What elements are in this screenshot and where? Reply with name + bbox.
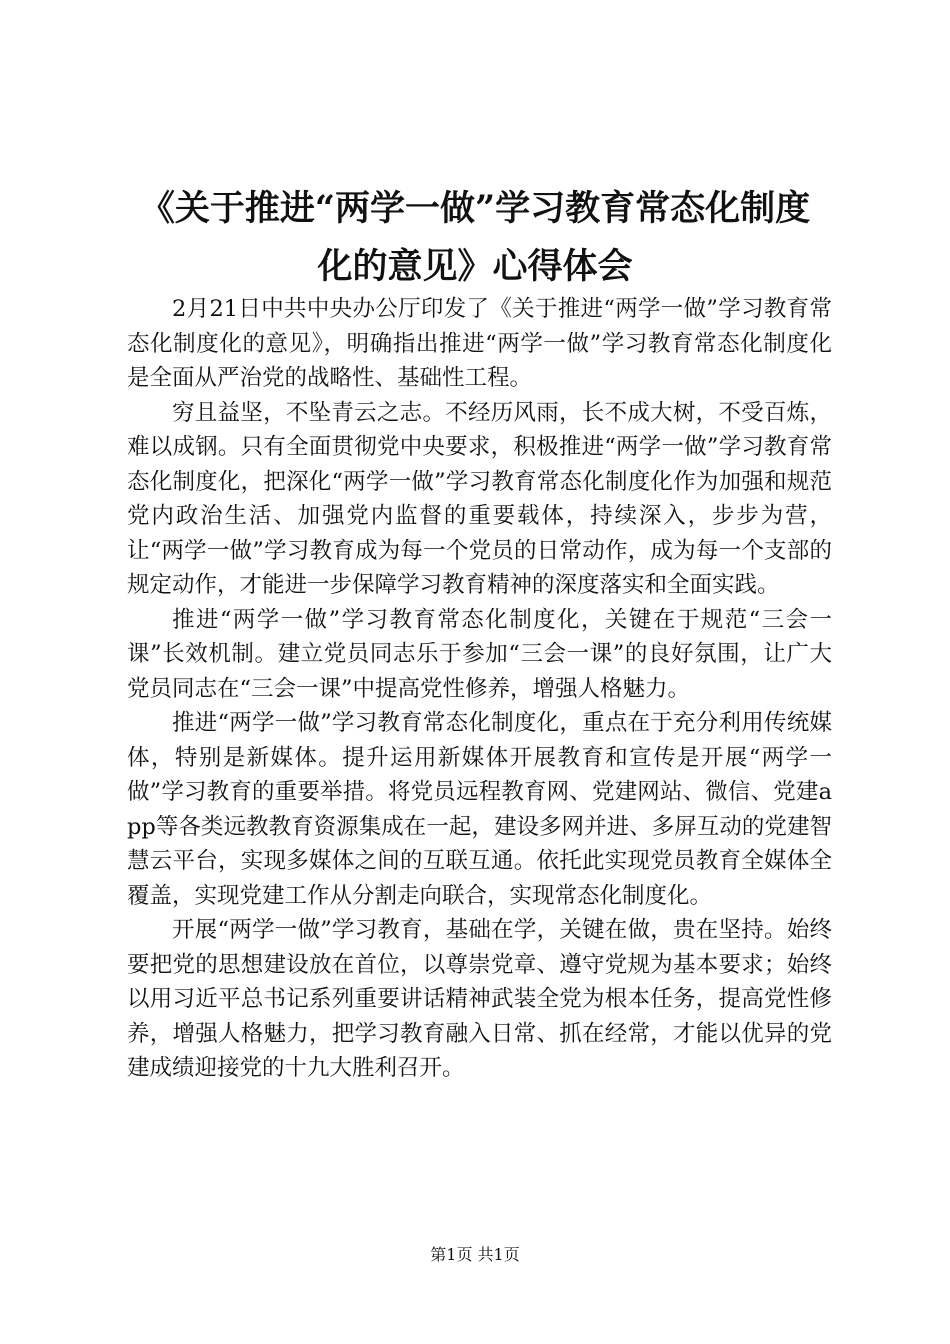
title-line-2: 化的意见》心得体会 bbox=[317, 246, 633, 287]
document-body bbox=[127, 292, 832, 1086]
title-line-1: 《关于推进“两学一做”学习教育常态化制度 bbox=[139, 188, 811, 229]
paragraph-3: 推进“两学一做”学习教育常态化制度化，关键在于规范“三会一课”长效机制。建立党员同志乐于参加“三会一课”的良好氛围，让广大党员同志在“三会一课”中提高党性修养，增强人格魅力。 bbox=[127, 606, 832, 702]
paragraph-4: 推进“两学一做”学习教育常态化制度化，重点在于充分利用传统媒体，特别是新媒体。提升运用新媒体开展教育和宣传是开展“两学一做”学习教育的重要举措。将党员远程教育网、党建网站、微信、党建app等各类远教教育资源集成在一起，建设多网并进、多屏互动的党建智慧云平台，实现多媒体之间的互联互通。依托此实现党员教育全媒体全覆盖，实现党建工作从分割走向联合，实现常态化制度化。 bbox=[127, 710, 832, 909]
paragraph-1: 2月21日中共中央办公厅印发了《关于推进“两学一做”学习教育常态化制度化的意见》，明确指出推进“两学一做”学习教育常态化制度化是全面从严治党的战略性、基础性工程。 bbox=[127, 296, 832, 391]
page-number-footer: 第1页 共1页 bbox=[430, 1245, 520, 1264]
document-title bbox=[100, 180, 850, 296]
paragraph-2: 穷且益坚，不坠青云之志。不经历风雨，长不成大树，不受百炼，难以成钢。只有全面贯彻党中央要求，积极推进“两学一做”学习教育常态化制度化，把深化“两学一做”学习教育常态化制度化作为加强和规范党内政治生活、加强党内监督的重要载体，持续深入，步步为营，让“两学一做”学习教育成为每一个党员的日常动作，成为每一个支部的规定动作，才能进一步保障学习教育精神的深度落实和全面实践。 bbox=[127, 399, 832, 598]
paragraph-5: 开展“两学一做”学习教育，基础在学，关键在做，贵在坚持。始终要把党的思想建设放在首位，以尊崇党章、遵守党规为基本要求；始终以用习近平总书记系列重要讲话精神武装全党为根本任务，提高党性修养，增强人格魅力，把学习教育融入日常、抓在经常，才能以优异的党建成绩迎接党的十九大胜利召开。 bbox=[127, 917, 832, 1081]
